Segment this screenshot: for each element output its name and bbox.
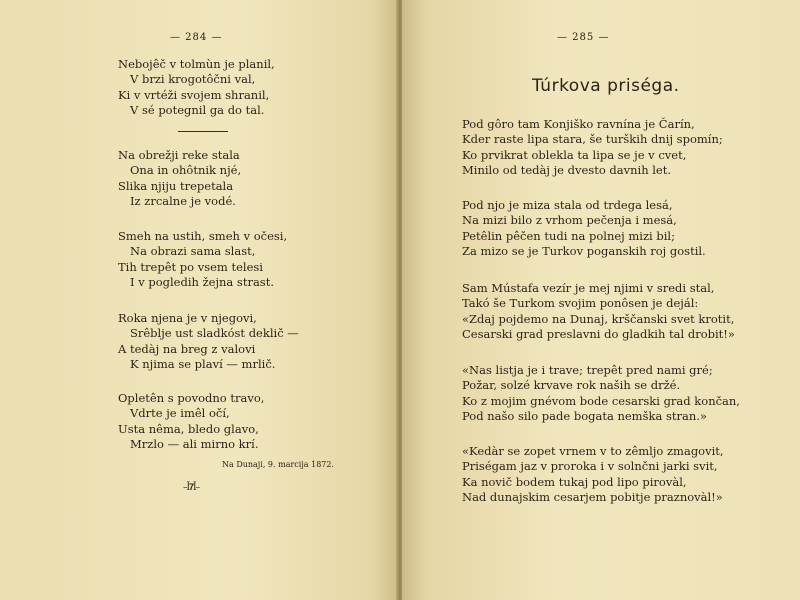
verse-line: Sam Mústafa vezír je mej njimi v sredi stal, — [462, 281, 715, 295]
verse-line: Nebojêč v tolmùn je planil, — [118, 57, 275, 71]
verse-line: Tih trepêt po vsem telesi — [118, 259, 263, 274]
verse-line: «Nas listja je i trave; trepêt pred nami gré; — [462, 363, 713, 377]
verse-line: K njima se plaví — mrlič. — [130, 356, 276, 371]
verse-line: Iz zrcalne je vodé. — [130, 193, 236, 208]
verse-line: Smeh na ustih, smeh v očesi, — [118, 229, 288, 243]
verse-line: V sé potegnil ga do tal. — [130, 102, 265, 117]
verse-line: Nad dunajskim cesarjem pobitje praznovàl!» — [462, 489, 723, 504]
verse-line: «Kedàr se zopet vrnem v to zêmljo zmagovit, — [462, 444, 724, 458]
verse-line: Za mizo se je Turkov poganskih roj gostil. — [462, 243, 706, 258]
verse-line: Pod njo je miza stala od trdega lesá, — [462, 198, 673, 212]
verse-line: Pod našo silo pade bogata nemška stran.» — [462, 408, 707, 423]
stanza — [118, 229, 287, 290]
verse-line: Ona in ohôtnik njé, — [130, 163, 242, 178]
ornament-icon: –ꟾ𝟕ꟾ– — [183, 483, 200, 493]
stanza — [462, 117, 723, 178]
page-number: — 285 — — [557, 32, 610, 43]
stanza — [462, 363, 740, 424]
verse-line: Kder raste lipa stara, še turških dnij spomín; — [462, 132, 723, 147]
stanza — [462, 444, 724, 505]
verse-line: A tedàj na breg z valovi — [118, 341, 256, 356]
verse-line: Priségam jaz v proroka i v solnčni jarki svit, — [462, 459, 718, 474]
verse-line: I v pogledih žejna strast. — [130, 274, 274, 289]
verse-line: Na obrežji reke stala — [118, 148, 240, 162]
stanza — [118, 311, 299, 372]
verse-line: Pod gôro tam Konjiško ravnína je Čarín, — [462, 117, 695, 131]
verse-line: Takó še Turkom svojim ponôsen je dejál: — [462, 296, 699, 311]
verse-line: Opletên s povodno travo, — [118, 391, 265, 405]
right-page — [402, 0, 800, 600]
page-number: — 284 — — [170, 32, 223, 43]
verse-line: Na obrazi sama slast, — [130, 244, 256, 259]
verse-line: Slika njiju trepetala — [118, 178, 234, 193]
stanza — [118, 148, 241, 209]
verse-line: Ka novič bodem tukaj pod lipo pirovàl, — [462, 474, 687, 489]
verse-line: Na mizi bilo z vrhom pečenja i mesá, — [462, 213, 677, 228]
verse-line: Mrzlo — ali mirno krí. — [130, 436, 259, 451]
verse-line: Usta nêma, bledo glavo, — [118, 421, 259, 436]
verse-line: Ki v vrtéži svojem shranil, — [118, 87, 270, 102]
verse-line: Srêblje ust sladkóst deklič — — [130, 326, 299, 341]
verse-line: Ko prvikrat oblekla ta lipa se je v cvet, — [462, 147, 687, 162]
verse-line: Petêlin pêčen tudi na polnej mizi bil; — [462, 228, 675, 243]
stanza — [118, 391, 264, 452]
verse-line: Cesarski grad preslavni do gladkih tal drobit!» — [462, 326, 735, 341]
verse-line: V brzi krogotôčni val, — [130, 72, 256, 87]
section-divider — [178, 131, 228, 132]
stanza — [118, 57, 275, 118]
poem-title: Túrkova priséga. — [532, 76, 680, 96]
verse-line: Roka njena je v njegovi, — [118, 311, 257, 325]
left-page — [0, 0, 398, 600]
verse-line: Minilo od tedàj je dvesto davnih let. — [462, 162, 672, 177]
verse-line: Ko z mojim gnévom bode cesarski grad končan, — [462, 393, 740, 408]
stanza — [462, 198, 706, 259]
verse-line: «Zdaj pojdemo na Dunaj, krščanski svet krotit, — [462, 311, 735, 326]
verse-line: Vdrte je imêl očí, — [130, 406, 230, 421]
stanza — [462, 281, 735, 342]
verse-line: Požar, solzé krvave rok naših se držé. — [462, 378, 681, 393]
date-footnote: Na Dunaji, 9. marcija 1872. — [222, 460, 335, 469]
